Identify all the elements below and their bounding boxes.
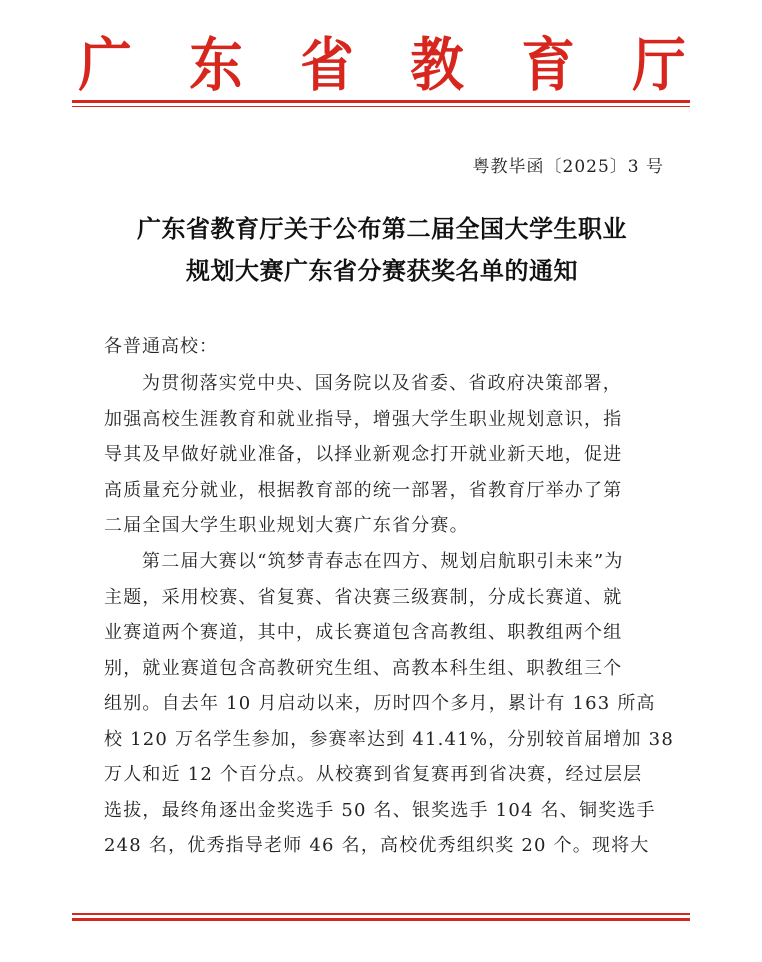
paragraph-2 [104,544,674,864]
salutation: 各普通高校： [104,336,218,357]
text-line: 业赛道两个赛道，其中，成长赛道包含高教组、职教组两个组 [104,622,623,643]
notice-title [76,208,688,292]
letterhead-rule-thick [72,100,690,103]
letterhead-title [76,30,688,100]
letterhead-char: 厅 [632,31,686,99]
letterhead-char: 东 [189,31,243,99]
text-line: 第二届大赛以“筑梦青春志在四方、规划启航职引未来”为 [142,551,624,572]
text-line: 校 120 万名学生参加，参赛率达到 41.41%，分别较首届增加 38 [104,728,674,750]
text-line: 主题，采用校赛、省复赛、省决赛三级赛制，分成长赛道、就 [104,586,623,608]
letterhead-char: 育 [521,31,575,99]
text-line: 为贯彻落实党中央、国务院以及省委、省政府决策部署， [142,373,622,394]
document-number: 粤教毕函〔2025〕3 号 [472,157,664,177]
letterhead-char: 省 [299,31,354,99]
text-line: 组别。自去年 10 月启动以来，历时四个多月，累计有 163 所高 [104,693,656,714]
text-line: 高质量充分就业，根据教育部的统一部署，省教育厅举办了第 [104,479,623,501]
text-line: 选拔，最终角逐出金奖选手 50 名、银奖选手 104 名、铜奖选手 [104,799,656,821]
letterhead-char: 广 [78,31,132,99]
footer-rule-thick [72,918,690,921]
text-line: 别，就业赛道包含高教研究生组、高教本科生组、职教组三个 [104,657,623,679]
letterhead-rule-thin [72,106,690,107]
text-line: 导其及早做好就业准备，以择业新观念打开就业新天地，促进 [104,444,623,465]
paragraph-1 [104,366,666,544]
text-line: 万人和近 12 个百分点。从校赛到省复赛再到省决赛，经过层层 [104,764,643,785]
footer-rule-thin [72,913,690,915]
text-line: 二届全国大学生职业规划大赛广东省分赛。 [104,515,469,536]
letterhead-char: 教 [410,31,465,99]
title-line: 规划大赛广东省分赛获奖名单的通知 [186,257,578,285]
text-line: 加强高校生涯教育和就业指导，增强大学生职业规划意识，指 [104,408,623,430]
text-line: 248 名，优秀指导老师 46 名，高校优秀组织奖 20 个。现将大 [104,835,650,856]
title-line: 广东省教育厅关于公布第二届全国大学生职业 [137,215,627,243]
